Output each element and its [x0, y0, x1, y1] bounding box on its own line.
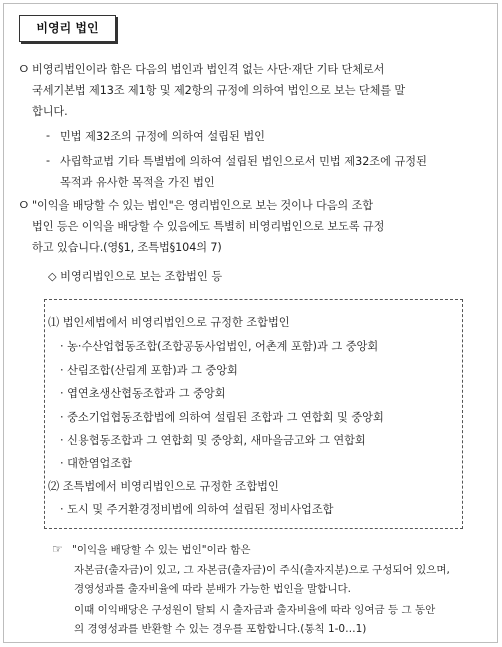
- section-2-text: [32, 195, 472, 258]
- section-1-line-1: 비영리법인이라 함은 다음의 법인과 법인격 없는 사단·재단 기타 단체로서: [32, 63, 385, 76]
- page-title: 비영리 법인: [19, 15, 116, 42]
- section-2-line-3: 하고 있습니다.(영§1, 조특법§104의 7): [32, 241, 222, 254]
- group-1-item-4: · 중소기업협동조합법에 의하여 설립된 조합과 그 연합회 및 중앙회: [60, 411, 384, 424]
- note-p2-line-2: 의 경영성과를 반환할 수 있는 경우를 포함합니다.(통칙 1-0…1): [74, 623, 367, 635]
- dash-2: -: [46, 154, 51, 167]
- section-2-bullet: ㅇ: [17, 198, 31, 214]
- section-1-line-3: 합니다.: [32, 105, 68, 118]
- note-p2-line-1: 이때 이익배당은 구성원이 탈퇴 시 출자금과 출자비율에 따라 잉여금 등 그 동안: [74, 604, 436, 616]
- diamond-heading-text: 비영리법인으로 보는 조합법인 등: [60, 270, 223, 283]
- group-1-item-2: · 산림조합(산림계 포함)과 그 중앙회: [60, 364, 238, 377]
- note-p1-line-1: 자본금(출자금)이 있고, 그 자본금(출자금)이 주식(출자지분)으로 구성되어 있으며,: [74, 564, 450, 576]
- pointing-hand-icon: ☞: [52, 542, 63, 556]
- dash-2-line-1: 사립학교법 기타 특별법에 의하여 설립된 법인으로서 민법 제32조에 규정된: [60, 155, 427, 168]
- group-2-heading: ⑵ 조특법에서 비영리법인으로 규정한 조합법인: [48, 480, 279, 493]
- dash-1-line-1: 민법 제32조의 규정에 의하여 설립된 법인: [60, 130, 265, 143]
- dash-1-text: [60, 126, 480, 147]
- section-2-line-1: "이익을 배당할 수 있는 법인"은 영리법인으로 보는 것이나 다음의 조합: [32, 199, 373, 212]
- section-1-bullet: ㅇ: [17, 62, 31, 78]
- group-2-item-1: · 도시 및 주거환경정비법에 의하여 설립된 정비사업조합: [60, 503, 334, 516]
- diamond-heading: [48, 268, 222, 284]
- group-1-item-3: · 엽연초생산협동조합과 그 중앙회: [60, 387, 226, 400]
- note-p1-line-2: 경영성과를 출자비율에 따라 분배가 가능한 법인을 말합니다.: [74, 583, 351, 595]
- note-title: "이익을 배당할 수 있는 법인"이라 함은: [72, 544, 251, 556]
- section-1-text: [32, 59, 472, 122]
- dash-1: -: [46, 129, 51, 142]
- dash-2-line-2: 목적과 유사한 목적을 가진 법인: [60, 176, 215, 189]
- section-1-line-2: 국세기본법 제13조 제1항 및 제2항의 규정에 의하여 법인으로 보는 단체를 말: [32, 84, 406, 97]
- note-paragraph-1: [74, 561, 478, 599]
- diamond-icon: ◇: [48, 270, 57, 283]
- group-1-heading: ⑴ 법인세법에서 비영리법인으로 규정한 조합법인: [48, 316, 290, 329]
- group-1-item-5: · 신용협동조합과 그 연합회 및 중앙회, 새마을금고와 그 연합회: [60, 434, 366, 447]
- group-1-item-1: · 농·수산업협동조합(조합공동사업법인, 어촌계 포함)과 그 중앙회: [60, 340, 379, 353]
- section-2-line-2: 법인 등은 이익을 배당할 수 있음에도 특별히 비영리법인으로 보도록 규정: [32, 220, 385, 233]
- group-1-item-6: · 대한염업조합: [60, 457, 132, 470]
- dash-2-text: [60, 151, 480, 193]
- note-paragraph-2: [74, 601, 478, 639]
